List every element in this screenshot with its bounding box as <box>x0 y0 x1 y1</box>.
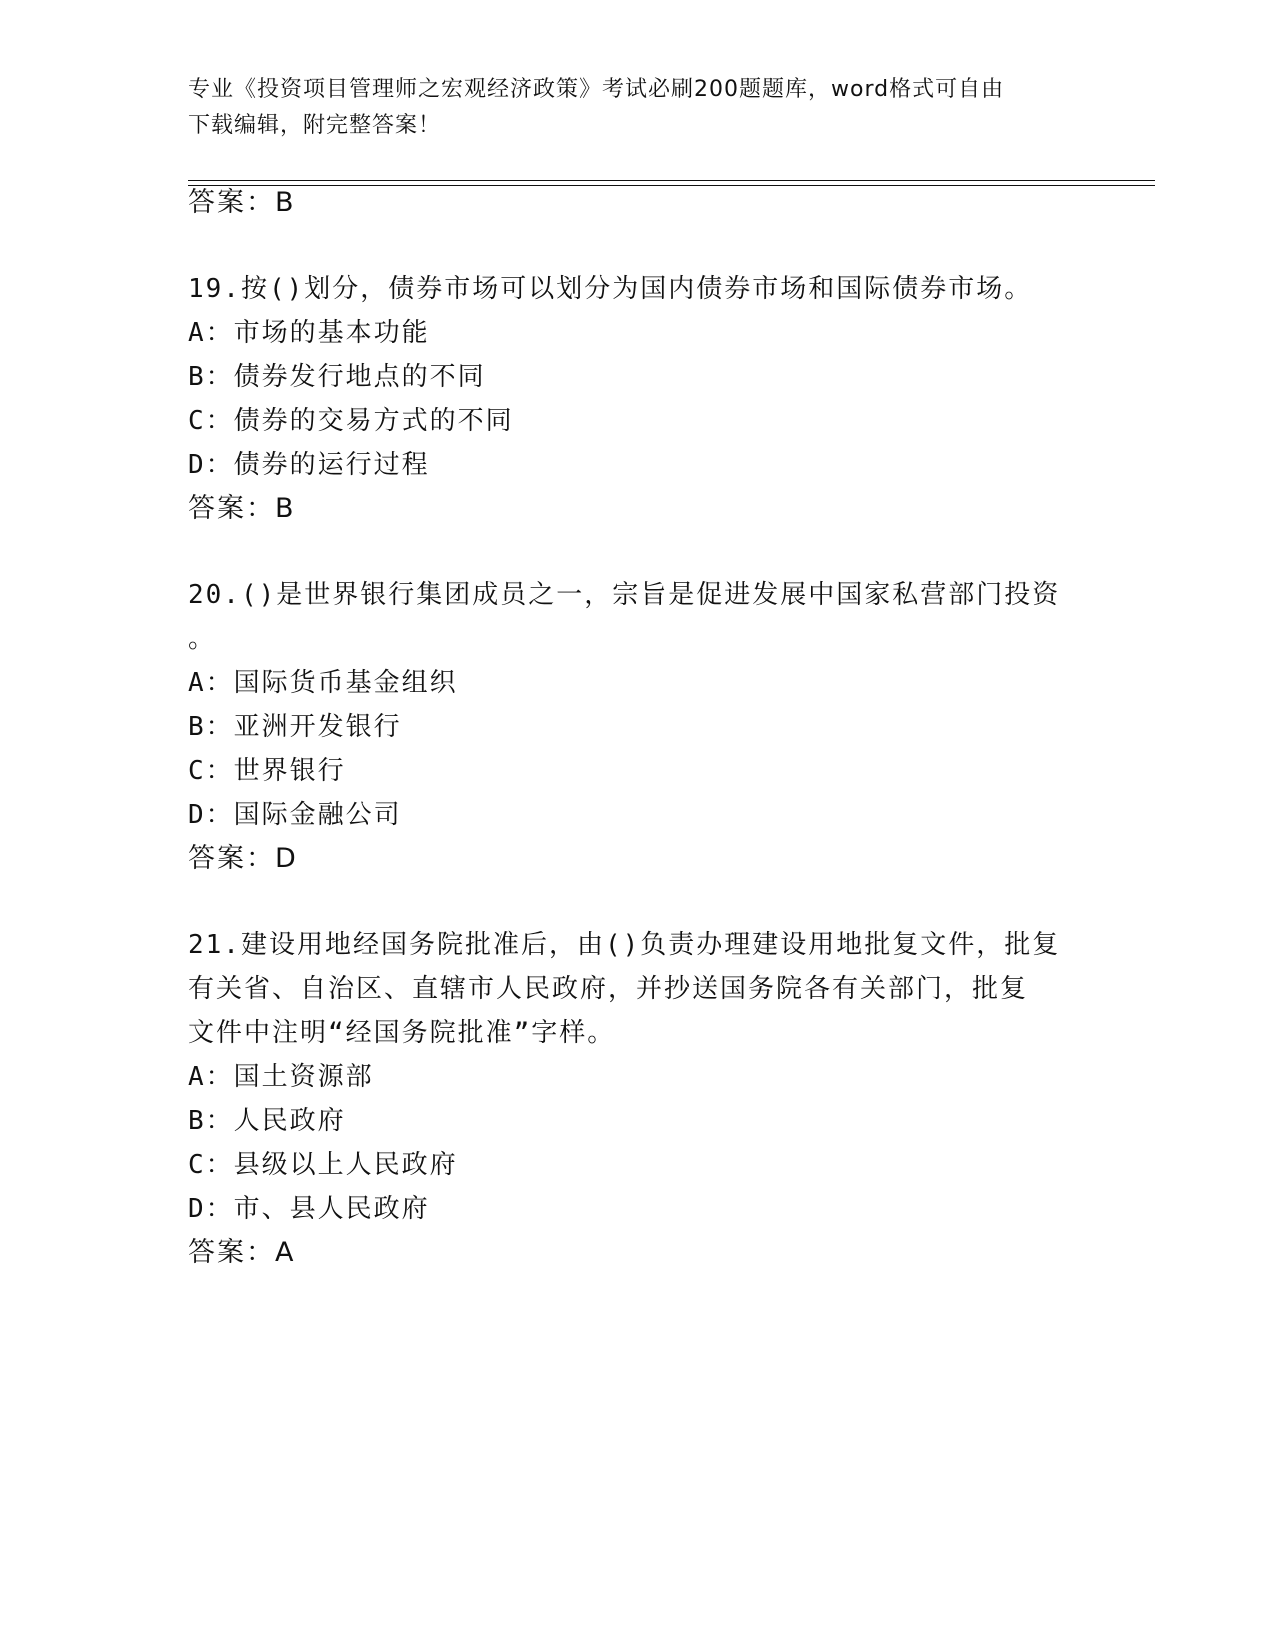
question-19-stem: 19.按()划分，债券市场可以划分为国内债券市场和国际债券市场。 <box>188 274 1033 304</box>
question-20-option-d: D：国际金融公司 <box>188 800 402 830</box>
question-19-option-b: B：债券发行地点的不同 <box>188 362 486 392</box>
previous-answer: 答案：B <box>188 187 296 218</box>
question-19-option-d: D：债券的运行过程 <box>188 450 430 480</box>
question-19-option-c: C：债券的交易方式的不同 <box>188 406 514 436</box>
question-21-option-a: A：国土资源部 <box>188 1062 374 1092</box>
question-19-option-a: A：市场的基本功能 <box>188 318 430 348</box>
question-20-option-b: B：亚洲开发银行 <box>188 712 402 742</box>
question-21-stem-line-2: 有关省、自治区、直辖市人民政府，并抄送国务院各有关部门，批复 <box>188 974 1029 1004</box>
question-20-option-a: A：国际货币基金组织 <box>188 668 458 698</box>
header-divider-top <box>188 180 1155 181</box>
question-19-answer: 答案：B <box>188 493 296 524</box>
question-20-answer: 答案：D <box>188 843 298 874</box>
question-20-stem-line-1: 20.()是世界银行集团成员之一，宗旨是促进发展中国家私营部门投资 <box>188 580 1061 610</box>
question-20-stem-line-2: 。 <box>188 624 217 654</box>
question-21-option-c: C：县级以上人民政府 <box>188 1150 458 1180</box>
question-21-stem-line-1: 21.建设用地经国务院批准后，由()负责办理建设用地批复文件，批复 <box>188 930 1061 960</box>
document-header <box>188 72 1068 144</box>
question-21-option-d: D：市、县人民政府 <box>188 1194 430 1224</box>
header-line-1: 专业《投资项目管理师之宏观经济政策》考试必刷200题题库，word格式可自由 <box>188 77 1005 102</box>
question-21-answer: 答案：A <box>188 1237 296 1268</box>
header-divider-bottom <box>188 185 1155 186</box>
question-20-option-c: C：世界银行 <box>188 756 346 786</box>
question-21-option-b: B：人民政府 <box>188 1106 346 1136</box>
question-21-stem-line-3: 文件中注明“经国务院批准”字样。 <box>188 1018 616 1048</box>
header-line-2: 下载编辑，附完整答案！ <box>188 113 442 138</box>
